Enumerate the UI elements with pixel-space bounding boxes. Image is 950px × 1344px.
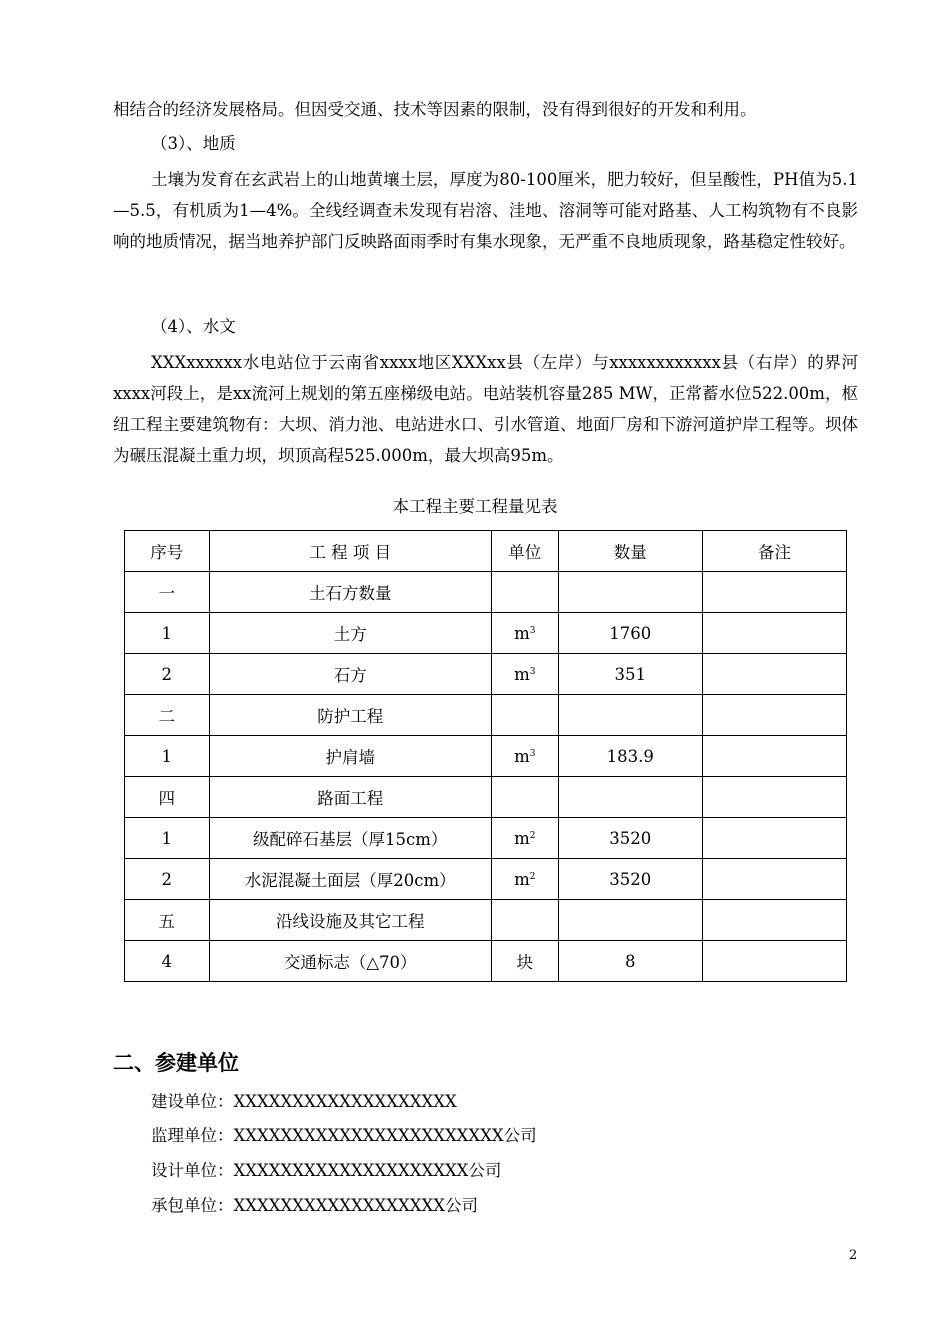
unit-exponent: 3 xyxy=(529,625,536,636)
cell-qty xyxy=(558,777,702,818)
cell-item: 土石方数量 xyxy=(209,572,491,613)
unit-symbol: m xyxy=(514,623,530,643)
cell-remark xyxy=(702,736,846,777)
cell-item: 护肩墙 xyxy=(209,736,491,777)
cell-remark xyxy=(702,941,846,982)
table-row xyxy=(125,900,847,941)
unit-exponent: 2 xyxy=(529,871,536,882)
unit-exponent: 3 xyxy=(529,748,536,759)
cell-item: 土方 xyxy=(209,613,491,654)
cell-unit xyxy=(491,572,558,613)
header-remark: 备注 xyxy=(702,531,846,572)
cell-unit xyxy=(491,818,558,859)
table-row xyxy=(125,859,847,900)
cell-remark xyxy=(702,859,846,900)
cell-item: 水泥混凝土面层（厚20cm） xyxy=(209,859,491,900)
cell-no: 1 xyxy=(125,818,210,859)
cell-item: 石方 xyxy=(209,654,491,695)
cell-item: 级配碎石基层（厚15cm） xyxy=(209,818,491,859)
intro-line: 相结合的经济发展格局。但因受交通、技术等因素的限制，没有得到很好的开发和利用。 xyxy=(113,100,757,119)
cell-remark xyxy=(702,654,846,695)
geology-heading: （3）、地质 xyxy=(151,134,236,153)
table-row xyxy=(125,613,847,654)
header-no: 序号 xyxy=(125,531,210,572)
cell-no: 1 xyxy=(125,736,210,777)
unit-symbol: m xyxy=(514,869,530,889)
cell-unit xyxy=(491,900,558,941)
cell-no: 二 xyxy=(125,695,210,736)
table-row xyxy=(125,777,847,818)
cell-remark xyxy=(702,613,846,654)
unit-exponent: 3 xyxy=(529,666,536,677)
cell-qty xyxy=(558,572,702,613)
page-number: 2 xyxy=(849,1248,858,1263)
cell-remark xyxy=(702,900,846,941)
supervision-unit: 监理单位：XXXXXXXXXXXXXXXXXXXXXXX公司 xyxy=(151,1126,537,1145)
table-caption: 本工程主要工程量见表 xyxy=(392,497,558,516)
cell-unit xyxy=(491,777,558,818)
cell-qty xyxy=(558,695,702,736)
cell-unit xyxy=(491,941,558,982)
unit-symbol: 块 xyxy=(516,953,533,972)
cell-no: 1 xyxy=(125,613,210,654)
construction-unit: 建设单位：XXXXXXXXXXXXXXXXXXX xyxy=(151,1092,457,1111)
cell-remark xyxy=(702,777,846,818)
design-unit: 设计单位：XXXXXXXXXXXXXXXXXXXX公司 xyxy=(151,1161,502,1180)
cell-unit xyxy=(491,613,558,654)
cell-qty: 3520 xyxy=(558,859,702,900)
cell-item: 沿线设施及其它工程 xyxy=(209,900,491,941)
header-item: 工 程 项 目 xyxy=(209,531,491,572)
cell-unit xyxy=(491,859,558,900)
unit-symbol: m xyxy=(514,664,530,684)
cell-item: 路面工程 xyxy=(209,777,491,818)
cell-no: 一 xyxy=(125,572,210,613)
cell-item: 防护工程 xyxy=(209,695,491,736)
cell-unit xyxy=(491,736,558,777)
cell-item: 交通标志（△70） xyxy=(209,941,491,982)
hydrology-heading: （4）、水文 xyxy=(151,317,236,336)
table-row xyxy=(125,818,847,859)
cell-remark xyxy=(702,818,846,859)
cell-qty xyxy=(558,900,702,941)
contractor-unit: 承包单位：XXXXXXXXXXXXXXXXXX公司 xyxy=(151,1196,478,1215)
table-header-row xyxy=(125,531,847,572)
table-row xyxy=(125,695,847,736)
quantity-table xyxy=(124,530,847,982)
cell-remark xyxy=(702,695,846,736)
cell-no: 五 xyxy=(125,900,210,941)
table-row xyxy=(125,736,847,777)
cell-qty: 3520 xyxy=(558,818,702,859)
geology-paragraph: 土壤为发育在玄武岩上的山地黄壤土层，厚度为80-100厘米，肥力较好，但呈酸性，PH值为5.1—5.5，有机质为1—4%。全线经调查未发现有岩溶、洼地、溶洞等可能对路基、人工构筑物有不良影响的地质情况，据当地养护部门反映路面雨季时有集水现象，无严重不良地质现象，路基稳定性较好。 xyxy=(113,170,858,251)
cell-no: 4 xyxy=(125,941,210,982)
table-row xyxy=(125,654,847,695)
cell-qty: 8 xyxy=(558,941,702,982)
hydrology-paragraph: XXXxxxxxx水电站位于云南省xxxx地区XXXxx县（左岸）与xxxxxxxxxxxx县（右岸）的界河xxxx河段上，是xx流河上规划的第五座梯级电站。电站装机容量285 MW，正常蓄水位522.00m，枢纽工程主要建筑物有：大坝、消力池、电站进水口、引水管道、地面厂房和下游河道护岸工程等。坝体为碾压混凝土重力坝，坝顶高程525.000m，最大坝高95m。 xyxy=(113,353,858,465)
cell-unit xyxy=(491,695,558,736)
unit-symbol: m xyxy=(514,828,530,848)
header-qty: 数量 xyxy=(558,531,702,572)
cell-qty: 183.9 xyxy=(558,736,702,777)
table-row xyxy=(125,941,847,982)
cell-no: 2 xyxy=(125,654,210,695)
unit-symbol: m xyxy=(514,746,530,766)
section-heading: 二、参建单位 xyxy=(113,1051,239,1075)
cell-no: 2 xyxy=(125,859,210,900)
cell-qty: 351 xyxy=(558,654,702,695)
cell-remark xyxy=(702,572,846,613)
unit-exponent: 2 xyxy=(529,830,536,841)
cell-unit xyxy=(491,654,558,695)
cell-qty: 1760 xyxy=(558,613,702,654)
cell-no: 四 xyxy=(125,777,210,818)
header-unit: 单位 xyxy=(491,531,558,572)
table-row xyxy=(125,572,847,613)
